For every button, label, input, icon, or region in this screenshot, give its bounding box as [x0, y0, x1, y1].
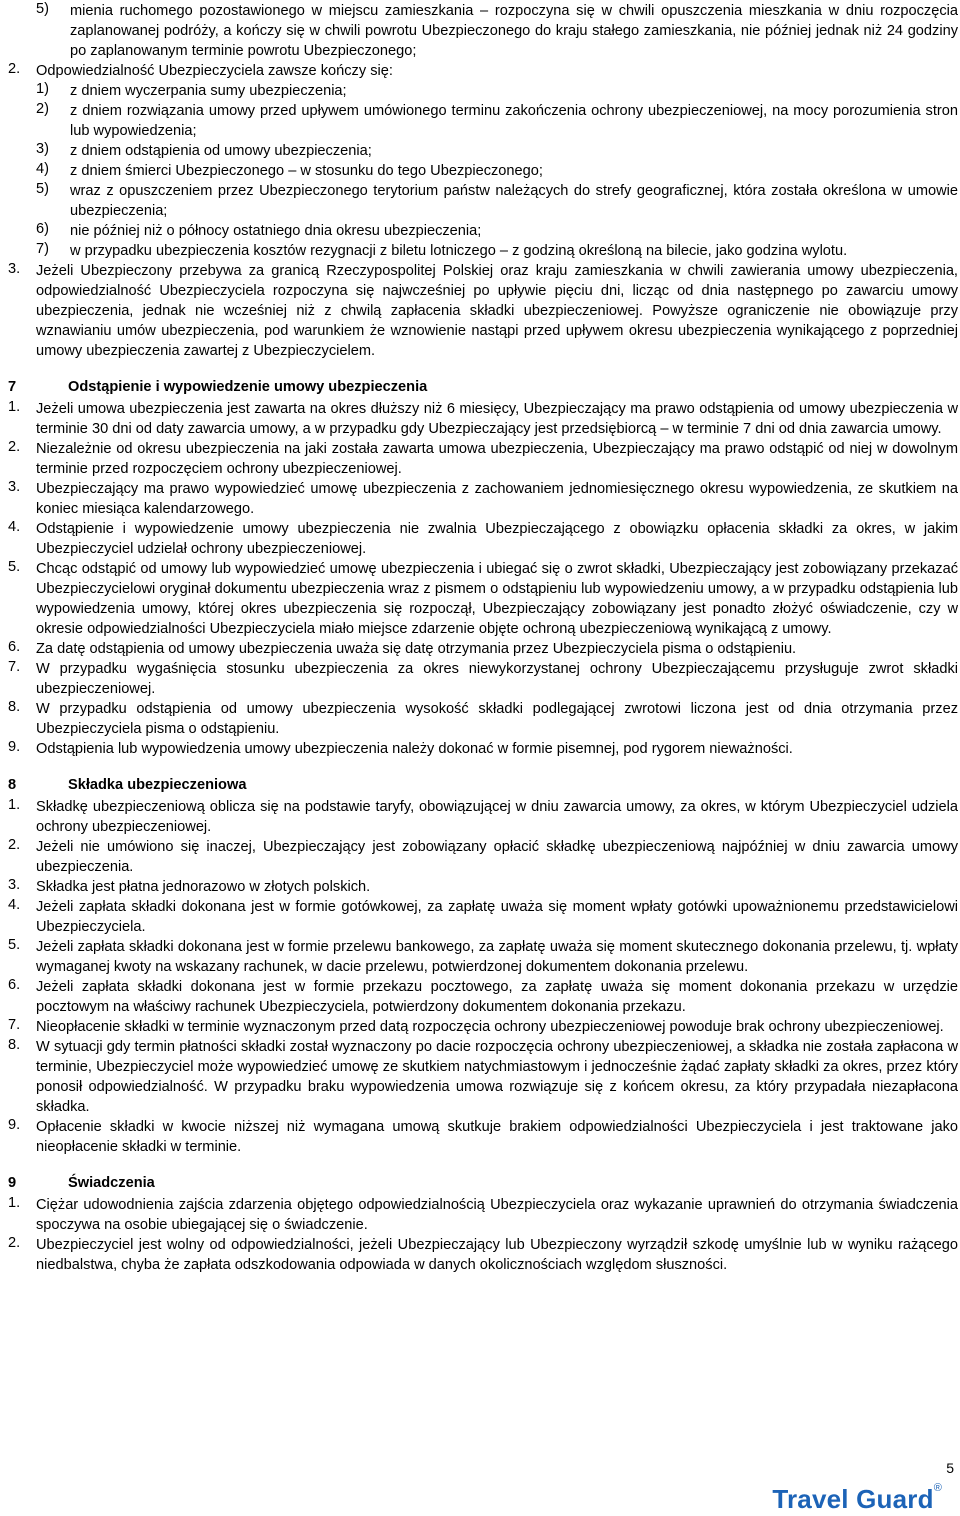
list-item	[36, 221, 958, 241]
item-number: 6.	[8, 639, 21, 655]
list-item	[8, 519, 958, 559]
item-number: 5)	[36, 181, 49, 197]
list-item	[8, 897, 958, 937]
section-heading	[8, 777, 958, 793]
item-text: Jeżeli umowa ubezpieczenia jest zawarta na okres dłuższy niż 6 miesięcy, Ubezpieczający ma prawo odstąpienia od umowy ubezpieczenia w terminie 30 dni od daty zawarcia umowy, a w przypadku gdy Ubezpieczający jest przedsiębiorcą – w terminie 7 dni od dnia zawarcia umowy.	[36, 401, 958, 437]
travel-guard-logo	[772, 1484, 942, 1515]
item-text: Ciężar udowodnienia zajścia zdarzenia objętego odpowiedzialnością Ubezpieczyciela oraz wykazanie uprawnień do otrzymania świadczenia spoczywa na osobie ubiegającej się o świadczenie.	[36, 1197, 958, 1233]
item-number: 5)	[36, 1, 49, 17]
list-item	[8, 399, 958, 439]
section-number: 8	[8, 777, 17, 793]
item-text: Nieopłacenie składki w terminie wyznaczonym przed datą rozpoczęcia ochrony ubezpieczeniowej powoduje brak ochrony ubezpieczeniowej.	[36, 1019, 944, 1035]
list-item	[36, 101, 958, 141]
list-item	[36, 241, 958, 261]
item-text: w przypadku ubezpieczenia kosztów rezygnacji z biletu lotniczego – z godziną określoną na bilecie, jako godzina wylotu.	[70, 243, 848, 259]
item-number: 9.	[8, 739, 21, 755]
item-number: 6)	[36, 221, 49, 237]
item-number: 3.	[8, 261, 21, 277]
section-number: 9	[8, 1175, 17, 1191]
section-number: 7	[8, 379, 17, 395]
item-text: W przypadku odstąpienia od umowy ubezpieczenia wysokość składki podlegającej zwrotowi liczona jest od dnia otrzymania przez Ubezpieczyciela pisma o odstąpieniu.	[36, 701, 958, 737]
list-item	[36, 161, 958, 181]
list-item	[8, 877, 958, 897]
page-number: 5	[946, 1460, 954, 1476]
item-number: 3.	[8, 877, 21, 893]
list-item	[8, 639, 958, 659]
item-text: Jeżeli zapłata składki dokonana jest w formie przelewu bankowego, za zapłatę uważa się moment skutecznego dokonania przelewu, tj. wpłaty wymaganej kwoty na wskazany rachunek, w dacie przelewu, potwierdzonej dokumentem dokonania przelewu.	[36, 939, 958, 975]
item-number: 1)	[36, 81, 49, 97]
section-heading	[8, 1175, 958, 1191]
list-item	[8, 937, 958, 977]
list-item	[8, 977, 958, 1017]
item-text: z dniem rozwiązania umowy przed upływem umówionego terminu zakończenia ochrony ubezpieczeniowej, na mocy porozumienia stron lub wypowiedzenia;	[70, 103, 958, 139]
item-text: Składka jest płatna jednorazowo w złotych polskich.	[36, 879, 371, 895]
item-text: Odstąpienie i wypowiedzenie umowy ubezpieczenia nie zwalnia Ubezpieczającego z obowiązku opłacenia składki za okres, w jakim Ubezpieczyciel udzielał ochrony ubezpieczeniowej.	[36, 521, 958, 557]
item-text: Odpowiedzialność Ubezpieczyciela zawsze kończy się:	[36, 63, 393, 79]
item-text: Chcąc odstąpić od umowy lub wypowiedzieć umowę ubezpieczenia i ubiegać się o zwrot składki, Ubezpieczający jest zobowiązany przekazać Ubezpieczycielowi oryginał dokumentu ubezpieczenia wraz z pismem o odstąpieniu lub wypowiedzeniu umowy, a w przypadku odstąpienia lub wypowiedzenia umowy, której okres ubezpieczenia się rozpoczął, Ubezpieczający zobowiązany jest ponadto złożyć oświadczenie, czy w okresie odpowiedzialności Ubezpieczyciela miało miejsce zdarzenie objęte ochroną ubezpieczeniową wynikającą z umowy.	[36, 561, 958, 637]
item-text: z dniem śmierci Ubezpieczonego – w stosunku do tego Ubezpieczonego;	[70, 163, 543, 179]
item-text: nie później niż o północy ostatniego dnia okresu ubezpieczenia;	[70, 223, 482, 239]
item-text: W przypadku wygaśnięcia stosunku ubezpieczenia za okres niewykorzystanej ochrony Ubezpieczającemu przysługuje zwrot składki ubezpieczeniowej.	[36, 661, 958, 697]
item-number: 7.	[8, 659, 21, 675]
paragraph-2	[8, 61, 958, 81]
list-item	[8, 837, 958, 877]
item-number: 2.	[8, 61, 21, 77]
list-item	[8, 1037, 958, 1117]
document-body	[8, 1, 958, 1275]
item-text: W sytuacji gdy termin płatności składki został wyznaczony po dacie rozpoczęcia ochrony ubezpieczeniowej, a składka nie została zapłacona w terminie, Ubezpieczyciel może wypowiedzieć umowę ze skutkiem natychmiastowym i jednocześnie żądać zapłaty składki za okres, przez który ponosił odpowiedzialność. W przypadku braku wypowiedzenia umowa rozwiązuje się z końcem okresu, za który przypadała niezapłacona składka.	[36, 1039, 958, 1115]
item-number: 5.	[8, 937, 21, 953]
section-title: Odstąpienie i wypowiedzenie umowy ubezpieczenia	[68, 379, 428, 395]
section-title: Świadczenia	[68, 1175, 155, 1191]
item-number: 2.	[8, 837, 21, 853]
item-number: 9.	[8, 1117, 21, 1133]
list-item	[8, 1235, 958, 1275]
list-item	[36, 181, 958, 221]
item-text: z dniem odstąpienia od umowy ubezpieczenia;	[70, 143, 372, 159]
logo-text: Travel Guard	[772, 1484, 934, 1514]
item-number: 2.	[8, 439, 21, 455]
item-number: 5.	[8, 559, 21, 575]
paragraph-3	[8, 261, 958, 361]
list-item	[8, 1017, 958, 1037]
item-number: 1.	[8, 399, 21, 415]
item-number: 1.	[8, 1195, 21, 1211]
item-number: 2.	[8, 1235, 21, 1251]
item-number: 7.	[8, 1017, 21, 1033]
item-text: Opłacenie składki w kwocie niższej niż wymagana umową skutkuje brakiem odpowiedzialności Ubezpieczyciela i jest traktowane jako nieopłacenie składki w terminie.	[36, 1119, 958, 1155]
list-item	[8, 797, 958, 837]
item-text: mienia ruchomego pozostawionego w miejscu zamieszkania – rozpoczyna się w chwili opuszczenia mieszkania w dniu rozpoczęcia zaplanowanej podróży, a kończy się w chwili powrotu Ubezpieczonego do kraju stałego zamieszkania, nie później jednak niż 24 godziny po zaplanowanym terminie powrotu Ubezpieczonego;	[70, 3, 958, 59]
list-item	[36, 1, 958, 61]
list-item	[8, 1117, 958, 1157]
list-item	[36, 141, 958, 161]
item-number: 4.	[8, 897, 21, 913]
item-text: wraz z opuszczeniem przez Ubezpieczonego terytorium państw należących do strefy geograficznej, która została określona w umowie ubezpieczenia;	[70, 183, 958, 219]
list-item	[8, 439, 958, 479]
item-text: Za datę odstąpienia od umowy ubezpieczenia uważa się datę otrzymania przez Ubezpieczyciela pisma o odstąpieniu.	[36, 641, 797, 657]
item-text: Składkę ubezpieczeniową oblicza się na podstawie taryfy, obowiązującej w dniu zawarcia umowy, za okres, w którym Ubezpieczyciel udziela ochrony ubezpieczeniowej.	[36, 799, 958, 835]
item-number: 4.	[8, 519, 21, 535]
registered-mark: ®	[933, 1482, 942, 1494]
item-number: 8.	[8, 699, 21, 715]
section-heading	[8, 379, 958, 395]
item-text: Jeżeli zapłata składki dokonana jest w formie gotówkowej, za zapłatę uważa się moment wpłaty gotówki upoważnionemu przedstawicielowi Ubezpieczyciela.	[36, 899, 958, 935]
list-item	[8, 479, 958, 519]
list-item	[8, 1195, 958, 1235]
item-text: z dniem wyczerpania sumy ubezpieczenia;	[70, 83, 347, 99]
item-text: Ubezpieczający ma prawo wypowiedzieć umowę ubezpieczenia z zachowaniem jednomiesięcznego okresu wypowiedzenia, ze skutkiem na koniec miesiąca kalendarzowego.	[36, 481, 958, 517]
section-title: Składka ubezpieczeniowa	[68, 777, 247, 793]
item-number: 3.	[8, 479, 21, 495]
item-text: Odstąpienia lub wypowiedzenia umowy ubezpieczenia należy dokonać w formie pisemnej, pod rygorem nieważności.	[36, 741, 793, 757]
list-item	[8, 699, 958, 739]
item-text: Jeżeli zapłata składki dokonana jest w formie przekazu pocztowego, za zapłatę uważa się moment dokonania przekazu w urzędzie pocztowym na właściwy rachunek Ubezpieczyciela, potwierdzony dokumentem dokonania przekazu.	[36, 979, 958, 1015]
item-number: 1.	[8, 797, 21, 813]
item-text: Ubezpieczyciel jest wolny od odpowiedzialności, jeżeli Ubezpieczający lub Ubezpieczony wyrządził szkodę umyślnie lub w wyniku rażącego niedbalstwa, chyba że zapłata odszkodowania odpowiada w danych okolicznościach względom słuszności.	[36, 1237, 958, 1273]
list-item	[36, 81, 958, 101]
item-number: 3)	[36, 141, 49, 157]
item-number: 6.	[8, 977, 21, 993]
list-item	[8, 659, 958, 699]
item-number: 4)	[36, 161, 49, 177]
list-item	[8, 739, 958, 759]
item-number: 7)	[36, 241, 49, 257]
item-number: 8.	[8, 1037, 21, 1053]
item-number: 2)	[36, 101, 49, 117]
item-text: Niezależnie od okresu ubezpieczenia na jaki została zawarta umowa ubezpieczenia, Ubezpieczający ma prawo odstąpić od niej w dowolnym terminie przed rozpoczęciem ochrony ubezpieczeniowej.	[36, 441, 958, 477]
item-text: Jeżeli nie umówiono się inaczej, Ubezpieczający jest zobowiązany opłacić składkę ubezpieczeniową najpóźniej w dniu zawarcia umowy ubezpieczenia.	[36, 839, 958, 875]
list-item	[8, 559, 958, 639]
item-text: Jeżeli Ubezpieczony przebywa za granicą Rzeczypospolitej Polskiej oraz kraju zamieszkania w chwili zawierania umowy ubezpieczenia, odpowiedzialność Ubezpieczyciela rozpoczyna się najwcześniej po upływie pięciu dni, licząc od dnia następnego po zawarciu umowy ubezpieczenia, jednak nie wcześniej niż z chwilą zapłacenia składki ubezpieczeniowej. Powyższe ograniczenie nie obowiązuje przy wznawianiu umów ubezpieczenia, pod warunkiem że wznowienie nastąpi przed upływem okresu ubezpieczenia wynikającego z poprzedniej umowy ubezpieczenia zawartej z Ubezpieczycielem.	[36, 263, 958, 359]
